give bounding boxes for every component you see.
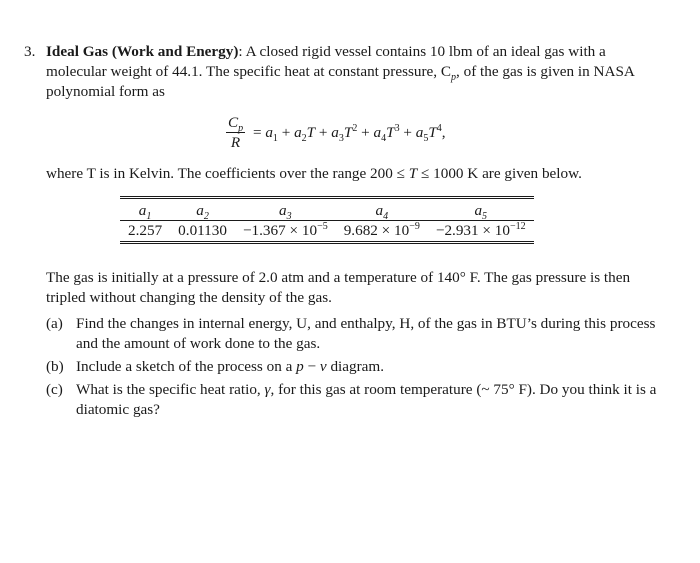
header-a4: $a_4$ (336, 198, 428, 221)
problem-number: 3. (24, 43, 36, 60)
part-b-label: (b) (46, 358, 64, 375)
intro-rest: molecular weight of 44.1. The specific heat at constant pressure, C (46, 63, 452, 80)
initial-conditions-paragraph: The gas is initially at a pressure of 2.0 atm and a temperature of 140° F. The gas pressure is then tripled without changing the density of the gas. (46, 269, 631, 306)
part-b-dash: − (303, 358, 320, 375)
intro-line1: : A closed rigid vessel contains 10 lbm of an ideal gas with a (238, 43, 606, 60)
part-a (46, 314, 676, 354)
fraction-numerator: C (228, 114, 239, 131)
coefficient-table (120, 196, 534, 244)
part-b (46, 357, 676, 377)
fraction-denominator: R (230, 134, 241, 151)
part-b-text-before: Include a sketch of the process on a (76, 358, 297, 375)
header-a5: $a_5$ (428, 198, 534, 221)
polynomial-rhs: = $a_1 + a_2T + a_3T^2 + a_4T^3 + a_5T^4$, (252, 122, 446, 144)
cp-subscript: p (451, 72, 457, 84)
part-b-p: p (296, 358, 304, 375)
fraction-numerator-sub: p (238, 123, 244, 135)
header-a1: $a_1$ (120, 198, 170, 221)
where-tail: ≤ 1000 K are given below. (417, 165, 582, 182)
nasa-polynomial-formula (226, 113, 446, 157)
part-c (46, 380, 676, 420)
problem-heading (24, 42, 606, 62)
where-var: T (408, 165, 418, 182)
coefficient-value-row (120, 221, 534, 243)
part-c-text-before: What is the specific heat ratio, (76, 381, 265, 398)
header-a3: $a_3$ (235, 198, 336, 221)
part-b-v: v (319, 358, 327, 375)
part-b-text-after: diagram. (326, 358, 385, 375)
intro-paragraph (46, 62, 666, 102)
problem-title: Ideal Gas (Work and Energy) (46, 43, 239, 60)
part-c-label: (c) (46, 381, 63, 398)
value-a2: 0.01130 (178, 222, 227, 239)
value-a1: 2.257 (128, 222, 163, 239)
value-a5: $-2.931 \times 10^{-12}$ (435, 220, 526, 239)
intro-tail: , of the gas is given in NASA polynomial form as (46, 63, 635, 100)
coefficient-header-row (120, 198, 534, 221)
cp-over-r-fraction (226, 113, 245, 152)
part-c-gamma: γ (264, 381, 271, 398)
question-parts (46, 314, 676, 423)
value-a3: $-1.367 \times 10^{-5}$ (242, 220, 328, 239)
part-c-text-after: , for this gas at room temperature (~ 75° F). Do you think it is a diatomic gas? (76, 381, 657, 418)
where-sentence (46, 164, 582, 184)
part-a-text: Find the changes in internal energy, U, and enthalpy, H, of the gas in BTU’s during this process and the amount of work done to the gas. (76, 315, 656, 352)
part-a-label: (a) (46, 315, 63, 332)
value-a4: $9.682 \times 10^{-9}$ (343, 220, 420, 239)
header-a2: $a_2$ (170, 198, 235, 221)
where-lead: where T is in Kelvin. The coefficients over the range 200 ≤ (46, 165, 409, 182)
